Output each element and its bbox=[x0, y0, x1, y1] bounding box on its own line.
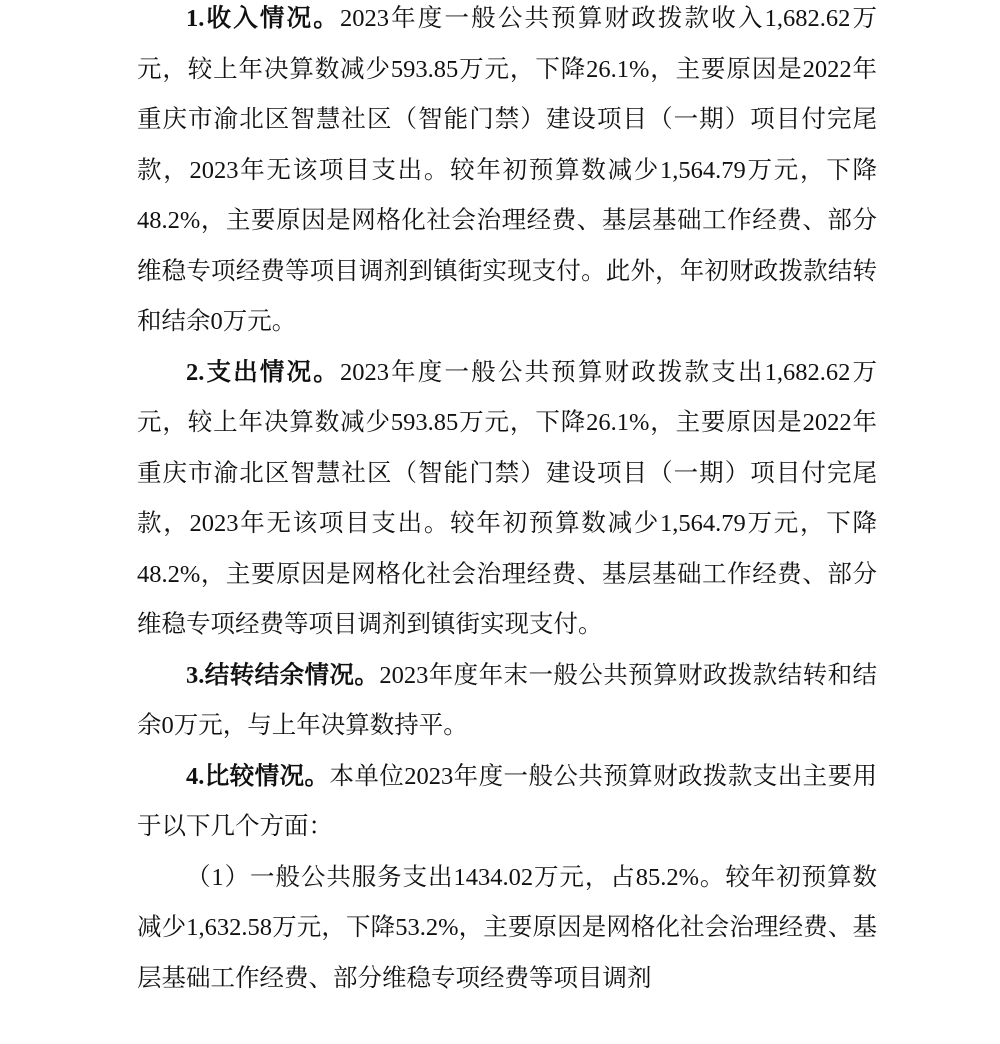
heading-comparison: 4.比较情况。 bbox=[186, 762, 330, 790]
heading-carryover: 3.结转结余情况。 bbox=[186, 661, 380, 689]
text-carryover: 2023年度年末一般公共预算财政拨款结转和结余0万元，与上年决算数持平。 bbox=[137, 661, 878, 739]
heading-income: 1.收入情况。 bbox=[186, 5, 340, 32]
text-income: 2023年度一般公共预算财政拨款收入1,682.62万元，较上年决算数减少593.85万元，下降26.1%，主要原因是2022年重庆市渝北区智慧社区（智能门禁）建设项目（一期）项目付完尾款，2023年无该项目支出。较年初预算数减少1,564.79万元，下降48.2%，主要原因是网格化社会治理经费、基层基础工作经费、部分维稳专项经费等项目调剂到镇街实现支付。此外，年初财政拨款结转和结余0万元。 bbox=[137, 5, 878, 335]
paragraph-income bbox=[137, 0, 877, 348]
document-page bbox=[137, 0, 877, 1004]
text-comparison: 本单位2023年度一般公共预算财政拨款支出主要用于以下几个方面： bbox=[137, 762, 878, 840]
paragraph-comparison bbox=[137, 752, 877, 853]
heading-expenditure: 2.支出情况。 bbox=[186, 358, 340, 386]
paragraph-item-1: （1）一般公共服务支出1434.02万元，占85.2%。较年初预算数减少1,632.58万元，下降53.2%，主要原因是网格化社会治理经费、基层基础工作经费、部分维稳专项经费等项目调剂 bbox=[137, 863, 877, 992]
paragraph-expenditure bbox=[137, 348, 877, 651]
text-expenditure: 2023年度一般公共预算财政拨款支出1,682.62万元，较上年决算数减少593.85万元，下降26.1%，主要原因是2022年重庆市渝北区智慧社区（智能门禁）建设项目（一期）项目付完尾款，2023年无该项目支出。较年初预算数减少1,564.79万元，下降48.2%，主要原因是网格化社会治理经费、基层基础工作经费、部分维稳专项经费等项目调剂到镇街实现支付。 bbox=[137, 358, 878, 638]
paragraph-carryover bbox=[137, 651, 877, 752]
